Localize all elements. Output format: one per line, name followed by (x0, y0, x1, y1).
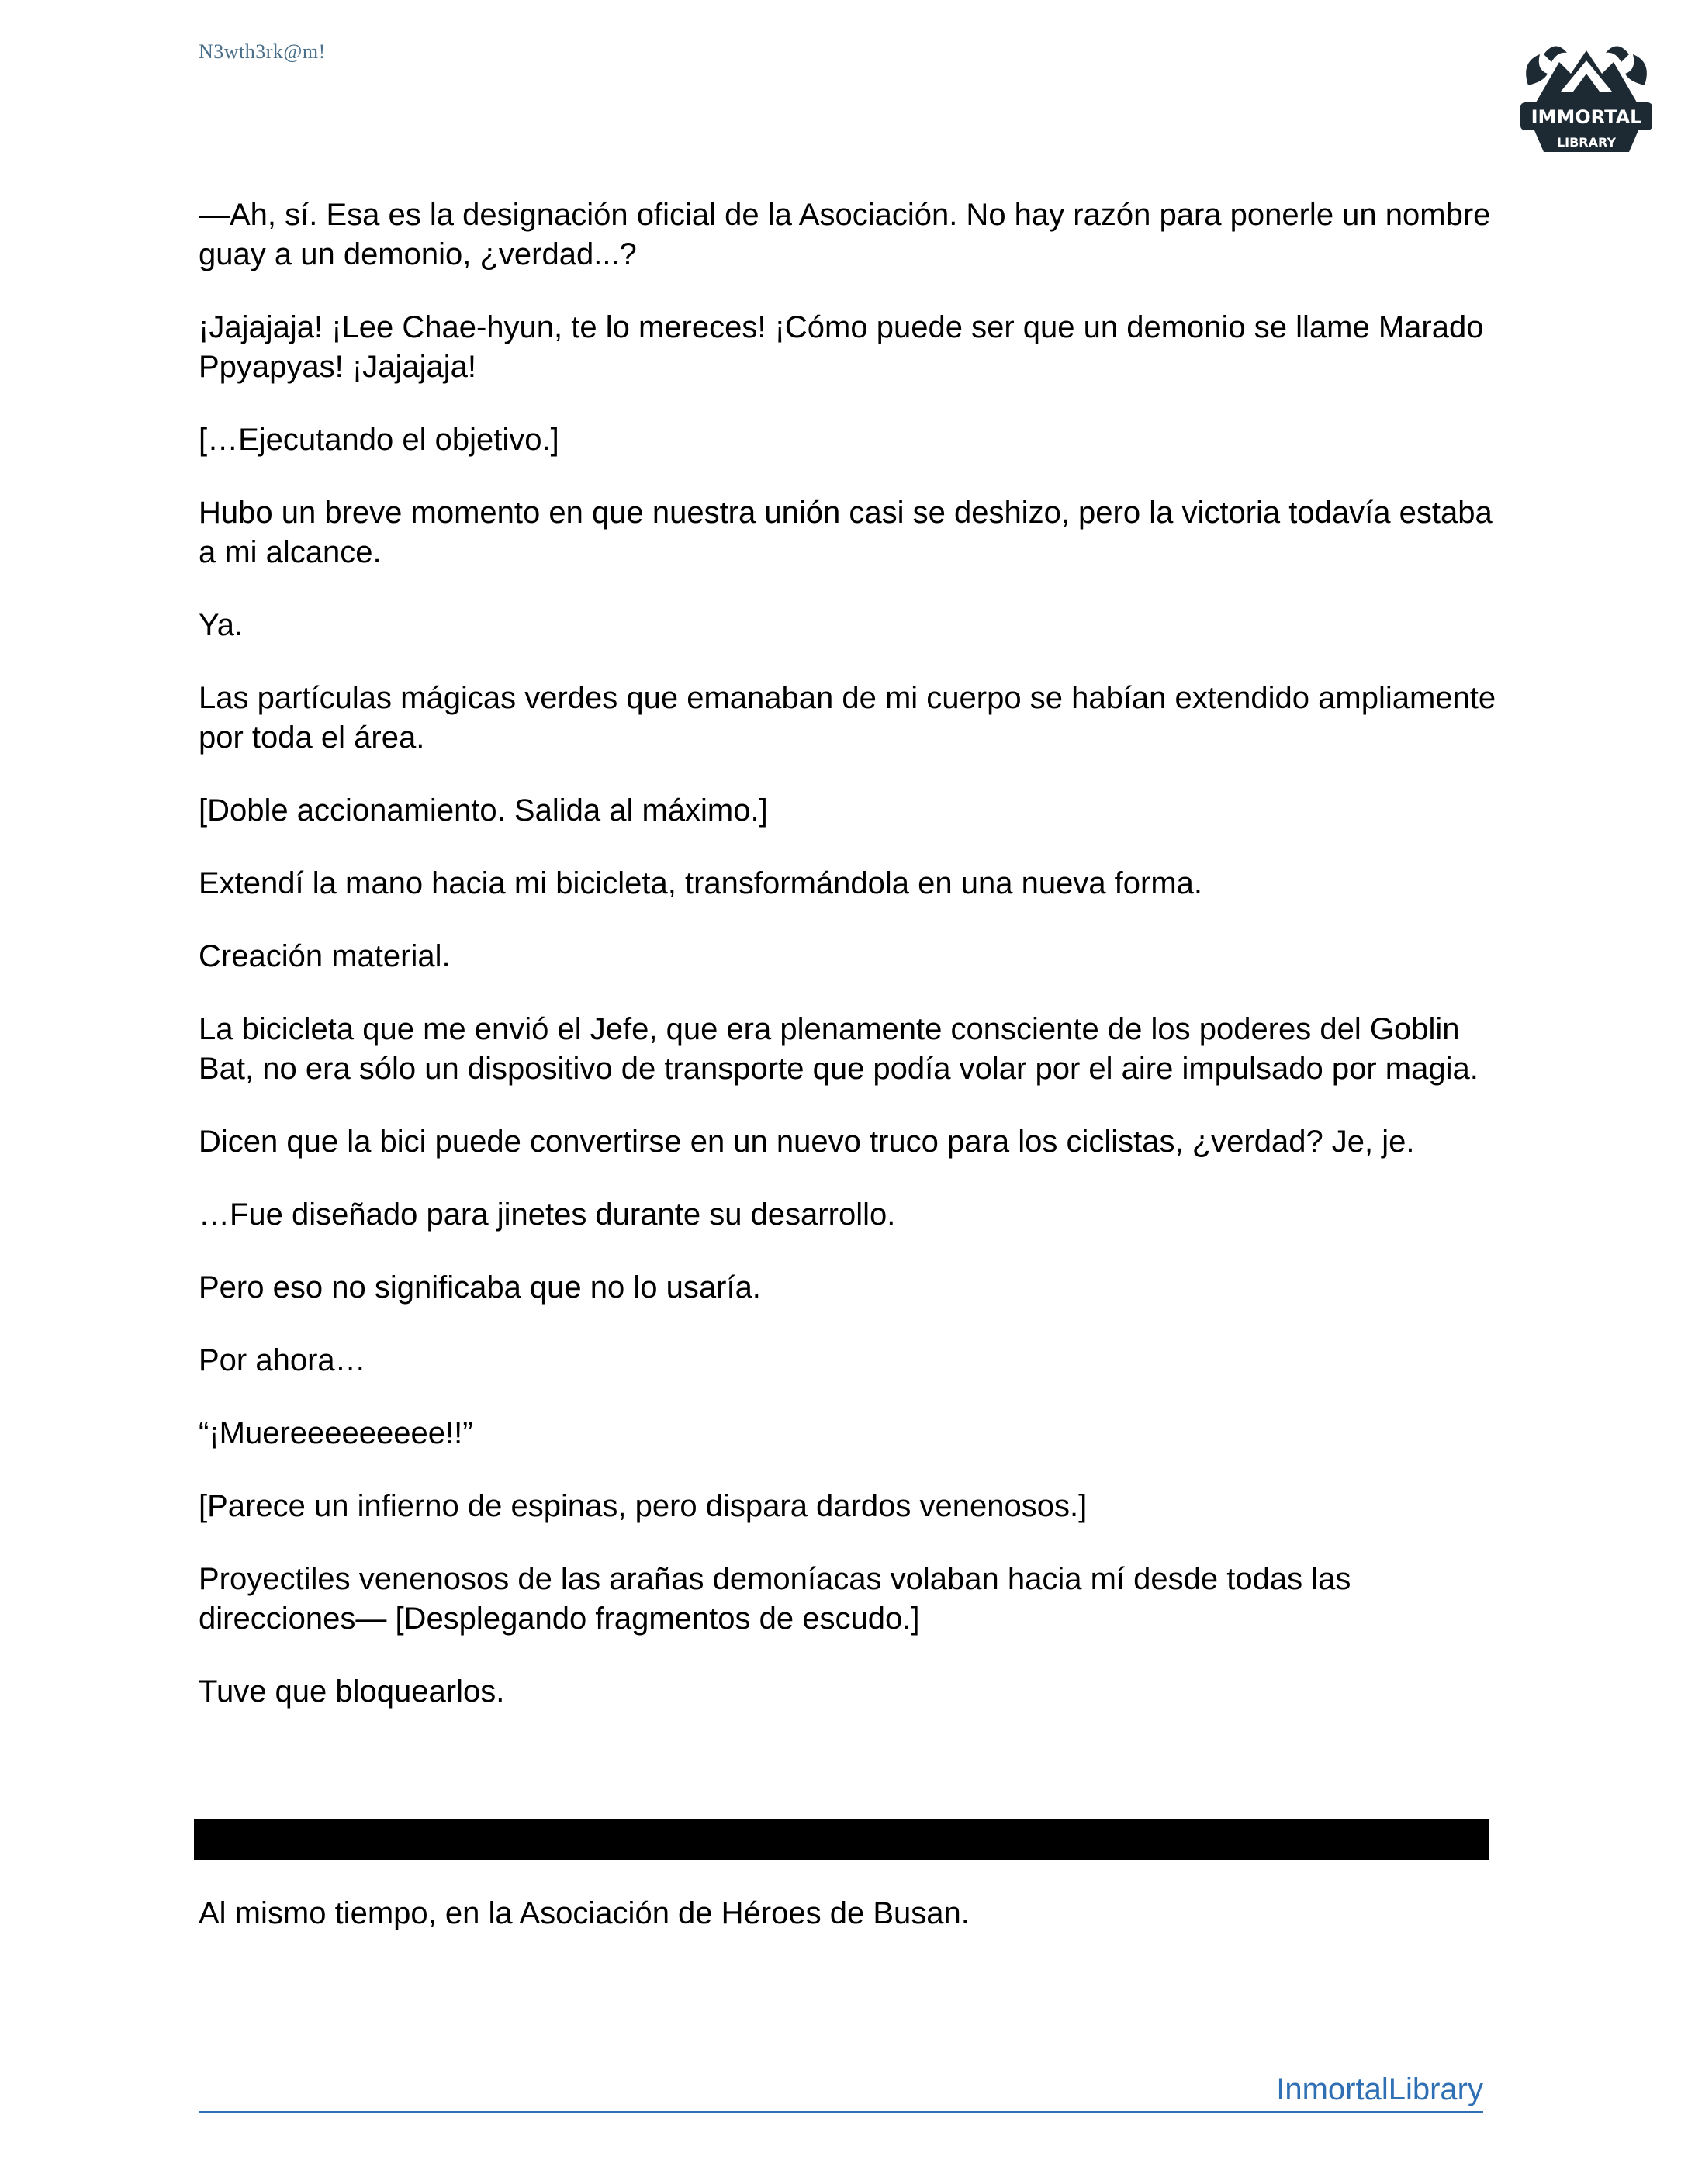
paragraph: Tuve que bloquearlos. (199, 1674, 505, 1709)
paragraph: “¡Muereeeeeeeee!!” (199, 1416, 473, 1450)
paragraph: [Parece un infierno de espinas, pero dispara dardos venenosos.] (199, 1489, 1088, 1523)
paragraph: Las partículas mágicas verdes que emanaban de mi cuerpo se habían extendido ampliamente por toda el área. (199, 681, 1496, 755)
paragraph: Dicen que la bici puede convertirse en un nuevo truco para los ciclistas, ¿verdad? Je, je. (199, 1125, 1415, 1159)
paragraph: […Ejecutando el objetivo.] (199, 423, 559, 457)
paragraph: [Doble accionamiento. Salida al máximo.] (199, 793, 768, 828)
paragraph: Pero eso no significaba que no lo usaría. (199, 1270, 761, 1305)
paragraph: ¡Jajajaja! ¡Lee Chae-hyun, te lo mereces! ¡Cómo puede ser que un demonio se llame Marado Ppyapyas! ¡Jajajaja! (199, 310, 1484, 384)
logo-text-bottom: LIBRARY (1556, 135, 1617, 150)
footer-link[interactable]: InmortalLibrary (1276, 2072, 1483, 2106)
paragraph: Extendí la mano hacia mi bicicleta, transformándola en una nueva forma. (199, 866, 1203, 900)
chapter-text (199, 195, 1502, 1745)
logo-text-top: IMMORTAL (1531, 106, 1642, 128)
paragraph: …Fue diseñado para jinetes durante su desarrollo. (199, 1197, 896, 1232)
paragraph: La bicicleta que me envió el Jefe, que era plenamente consciente de los poderes del Goblin Bat, no era sólo un dispositivo de transporte que podía volar por el aire impulsado por magia. (199, 1012, 1479, 1086)
paragraph: Proyectiles venenosos de las arañas demoníacas volaban hacia mí desde todas las direcciones— [Desplegando fragmentos de escudo.] (199, 1562, 1351, 1636)
paragraph: Por ahora… (199, 1343, 366, 1377)
paragraph-after-separator: Al mismo tiempo, en la Asociación de Héroes de Busan. (199, 1896, 970, 1930)
footer-rule (199, 2111, 1483, 2113)
scene-separator-bar (194, 1819, 1489, 1860)
paragraph: Creación material. (199, 939, 451, 973)
immortal-library-logo (1513, 31, 1660, 163)
paragraph: Hubo un breve momento en que nuestra unión casi se deshizo, pero la victoria todavía estaba a mi alcance. (199, 496, 1493, 569)
paragraph: —Ah, sí. Esa es la designación oficial de la Asociación. No hay razón para ponerle un nombre guay a un demonio, ¿verdad...? (199, 198, 1491, 271)
header-watermark: N3wth3rk@m! (199, 40, 326, 63)
paragraph: Ya. (199, 608, 244, 642)
